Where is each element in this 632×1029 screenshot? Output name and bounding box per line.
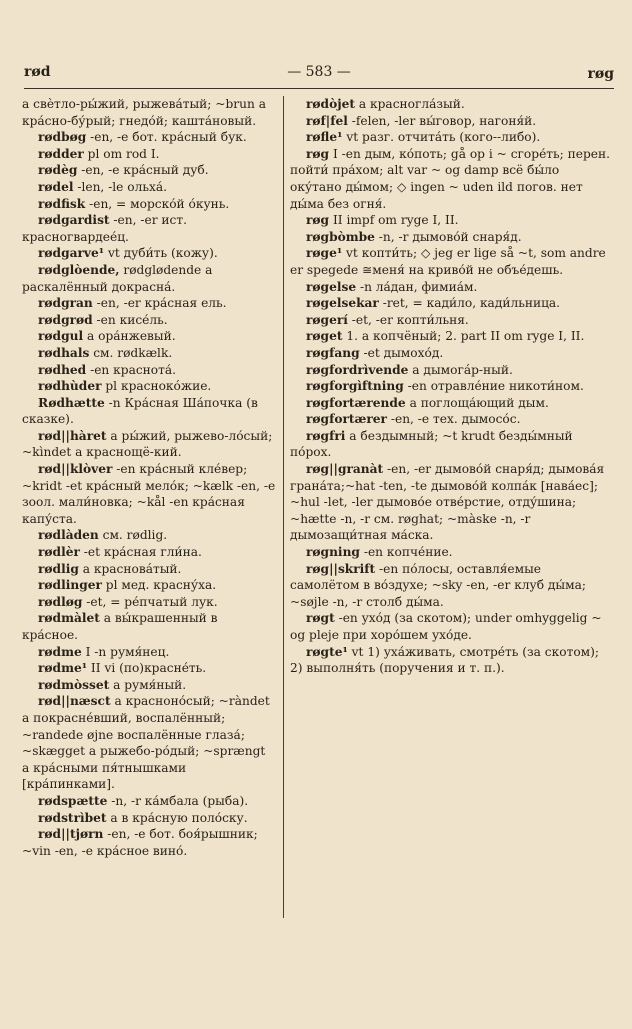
dictionary-entry: rød||hàret а ры́жий, рыжево-ло́сый; ~kìndet а краснощё-кий. <box>22 428 273 460</box>
dictionary-entry: rødder pl om rod I. <box>38 146 160 161</box>
dictionary-entry: rødgran -en, -er кра́сная ель. <box>38 296 227 311</box>
dictionary-entry: rødel -len, -le ольха́. <box>38 179 167 194</box>
dictionary-entry: rødgardist -en, -er ист. красногвардее́ц. <box>22 213 187 244</box>
dictionary-entry: røf|fel -felen, -ler вы́говор, нагоня́й. <box>306 113 537 128</box>
dictionary-entry: røgfortærer -en, -e тех. дымосо́с. <box>306 412 521 427</box>
dictionary-entry: røge¹ vt копти́ть; ◇ jeg er lige så ~t, som andre er spegede ≅меня́ на криво́й не объе́дешь. <box>290 246 606 277</box>
dictionary-entry: rødhals см. rødkælk. <box>38 345 173 360</box>
dictionary-entry: røgfang -et дымохо́д. <box>306 345 444 360</box>
dictionary-entry: røg||skrift -en по́лосы, оставля́емые самолётом в во́здухе; ~sky -en, -er клуб ды́ма; ~søjle -n, -r столб ды́ма. <box>290 561 586 609</box>
dictionary-entry: røg||granàt -en, -er дымово́й снаря́д; дымова́я грана́та;~hat -ten, -te дымово́й колпа́к [нава́ес]; ~hul -let, -ler дымово́е отве́рстие, отду́шина; ~hætte -n, -r см. røghat; ~màske -n, -r дымозащи́тная ма́ска. <box>290 462 605 543</box>
dictionary-entry: røgt -en ухо́д (за скотом); under omhyggelig ~ og pleje при хоро́шем ухо́де. <box>290 611 602 642</box>
dictionary-entry: røg II impf om ryge I, II. <box>306 213 459 228</box>
right-column <box>290 96 612 926</box>
left-column <box>22 96 276 926</box>
page-number: — 583 — <box>287 64 351 80</box>
dictionary-entry: rødbøg -en, -e бот. кра́сный бук. <box>38 130 247 145</box>
dictionary-entry: rødlinger pl мед. красну́ха. <box>38 578 217 593</box>
dictionary-entry: rødlàden см. rødlig. <box>38 528 168 543</box>
dictionary-entry: rødmàlet а вы́крашенный в кра́сное. <box>22 611 218 642</box>
dictionary-entry: rød||næsct а красноно́сый; ~ràndet а покрасне́вший, воспалённый; ~randede øjne воспалённые глаза́; ~skægget а рыжебо-ро́дый; ~sprængt а кра́сными пя́тнышками [кра́пинками]. <box>22 694 270 792</box>
page-header <box>24 64 614 88</box>
dictionary-entry: rødlèr -et кра́сная гли́на. <box>38 545 202 560</box>
dictionary-entry: røgelsekar -ret, = кади́ло, кади́льница. <box>306 296 561 311</box>
dictionary-entry: а свѐтло-ры́жий, рыжева́тый; ~brun а кра́сно-бу́рый; гнедо́й; кашта́новый. <box>22 97 266 128</box>
dictionary-entry: røgerí -et, -er копти́льня. <box>306 312 469 327</box>
dictionary-entry: Rødhætte -n Кра́сная Ша́почка (в сказке). <box>22 395 258 427</box>
dictionary-entry: røgning -en копче́ние. <box>306 545 453 560</box>
dictionary-entry: rødòjet а красногла́зый. <box>306 97 465 111</box>
dictionary-entry: rødhùder pl краснокóжие. <box>38 379 212 394</box>
dictionary-entry: rødmòsset а румя́ный. <box>38 677 187 692</box>
dictionary-entry: rødèg -en, -e кра́сный дуб. <box>38 163 209 178</box>
dictionary-entry: røgfri а бездымный; ~t krudt безды́мный по́рох. <box>290 428 573 460</box>
dictionary-entry: rødgrød -en кисе́ль. <box>38 312 168 327</box>
dictionary-entry: rødløg -et, = ре́пчатый лук. <box>38 594 218 609</box>
dictionary-entry: røgte¹ vt 1) уха́живать, смотре́ть (за скотом); 2) выполня́ть (поручения и т. п.). <box>290 644 600 676</box>
dictionary-entry: røgelse -n ла́дан, фимиа́м. <box>306 279 478 294</box>
dictionary-entry: rødglòende, rødglødende а раскалённый докрасна́. <box>22 262 213 294</box>
dictionary-entry: rødlig а красновáтый. <box>38 561 182 576</box>
dictionary-entry: rødgarve¹ vt дуби́ть (кожу). <box>38 246 218 261</box>
dictionary-entry: rødme¹ II vi (по)красне́ть. <box>38 661 207 676</box>
dictionary-entry: rødfisk -en, = морско́й о́кунь. <box>38 196 230 211</box>
dictionary-entry: røgfortærende а поглоща́ющий дым. <box>306 395 549 410</box>
column-divider <box>283 96 284 918</box>
dictionary-entry: røgforgìftning -en отравле́ние никоти́ном. <box>306 379 584 394</box>
dictionary-entry: rød||klòver -en кра́сный кле́вер; ~kridt -et кра́сный мело́к; ~kælk -en, -e зоол. мали́новка; ~kål -en кра́сная капу́ста. <box>22 462 276 526</box>
dictionary-entry: rødme I -n румя́нец. <box>38 644 170 659</box>
header-left-guide-word: rød <box>24 64 51 80</box>
dictionary-entry: røget 1. а копчёный; 2. part II om ryge I, II. <box>306 329 585 344</box>
dictionary-entry: rødspætte -n, -r ка́мбала (рыба). <box>38 793 249 808</box>
dictionary-entry: rødstrìbet а в кра́сную поло́ску. <box>38 810 248 825</box>
dictionary-entry: røg I -en дым, ко́поть; gå op i ~ сгоре́ть; перен. пойти́ пра́хом; alt var ~ og damp всё бы́ло оку́тано ды́мом; ◇ ingen ~ uden ild погов. нет ды́ма без огня́. <box>290 146 610 211</box>
dictionary-entry: rødhed -en краснота́. <box>38 362 177 377</box>
header-rule <box>24 88 614 89</box>
header-right-guide-word: røg <box>587 66 614 82</box>
dictionary-entry: rød||tjørn -en, -e бот. боя́рышник; ~vin -en, -e кра́сное вино́. <box>22 827 258 858</box>
dictionary-entry: røgbòmbe -n, -r дымово́й снаря́д. <box>306 229 522 244</box>
dictionary-entry: røfle¹ vt разг. отчита́ть (кого--либо). <box>306 130 541 145</box>
dictionary-entry: rødgul а ора́нжевый. <box>38 329 176 344</box>
dictionary-entry: røgfordrìvende а дымогáр-ный. <box>306 362 513 377</box>
